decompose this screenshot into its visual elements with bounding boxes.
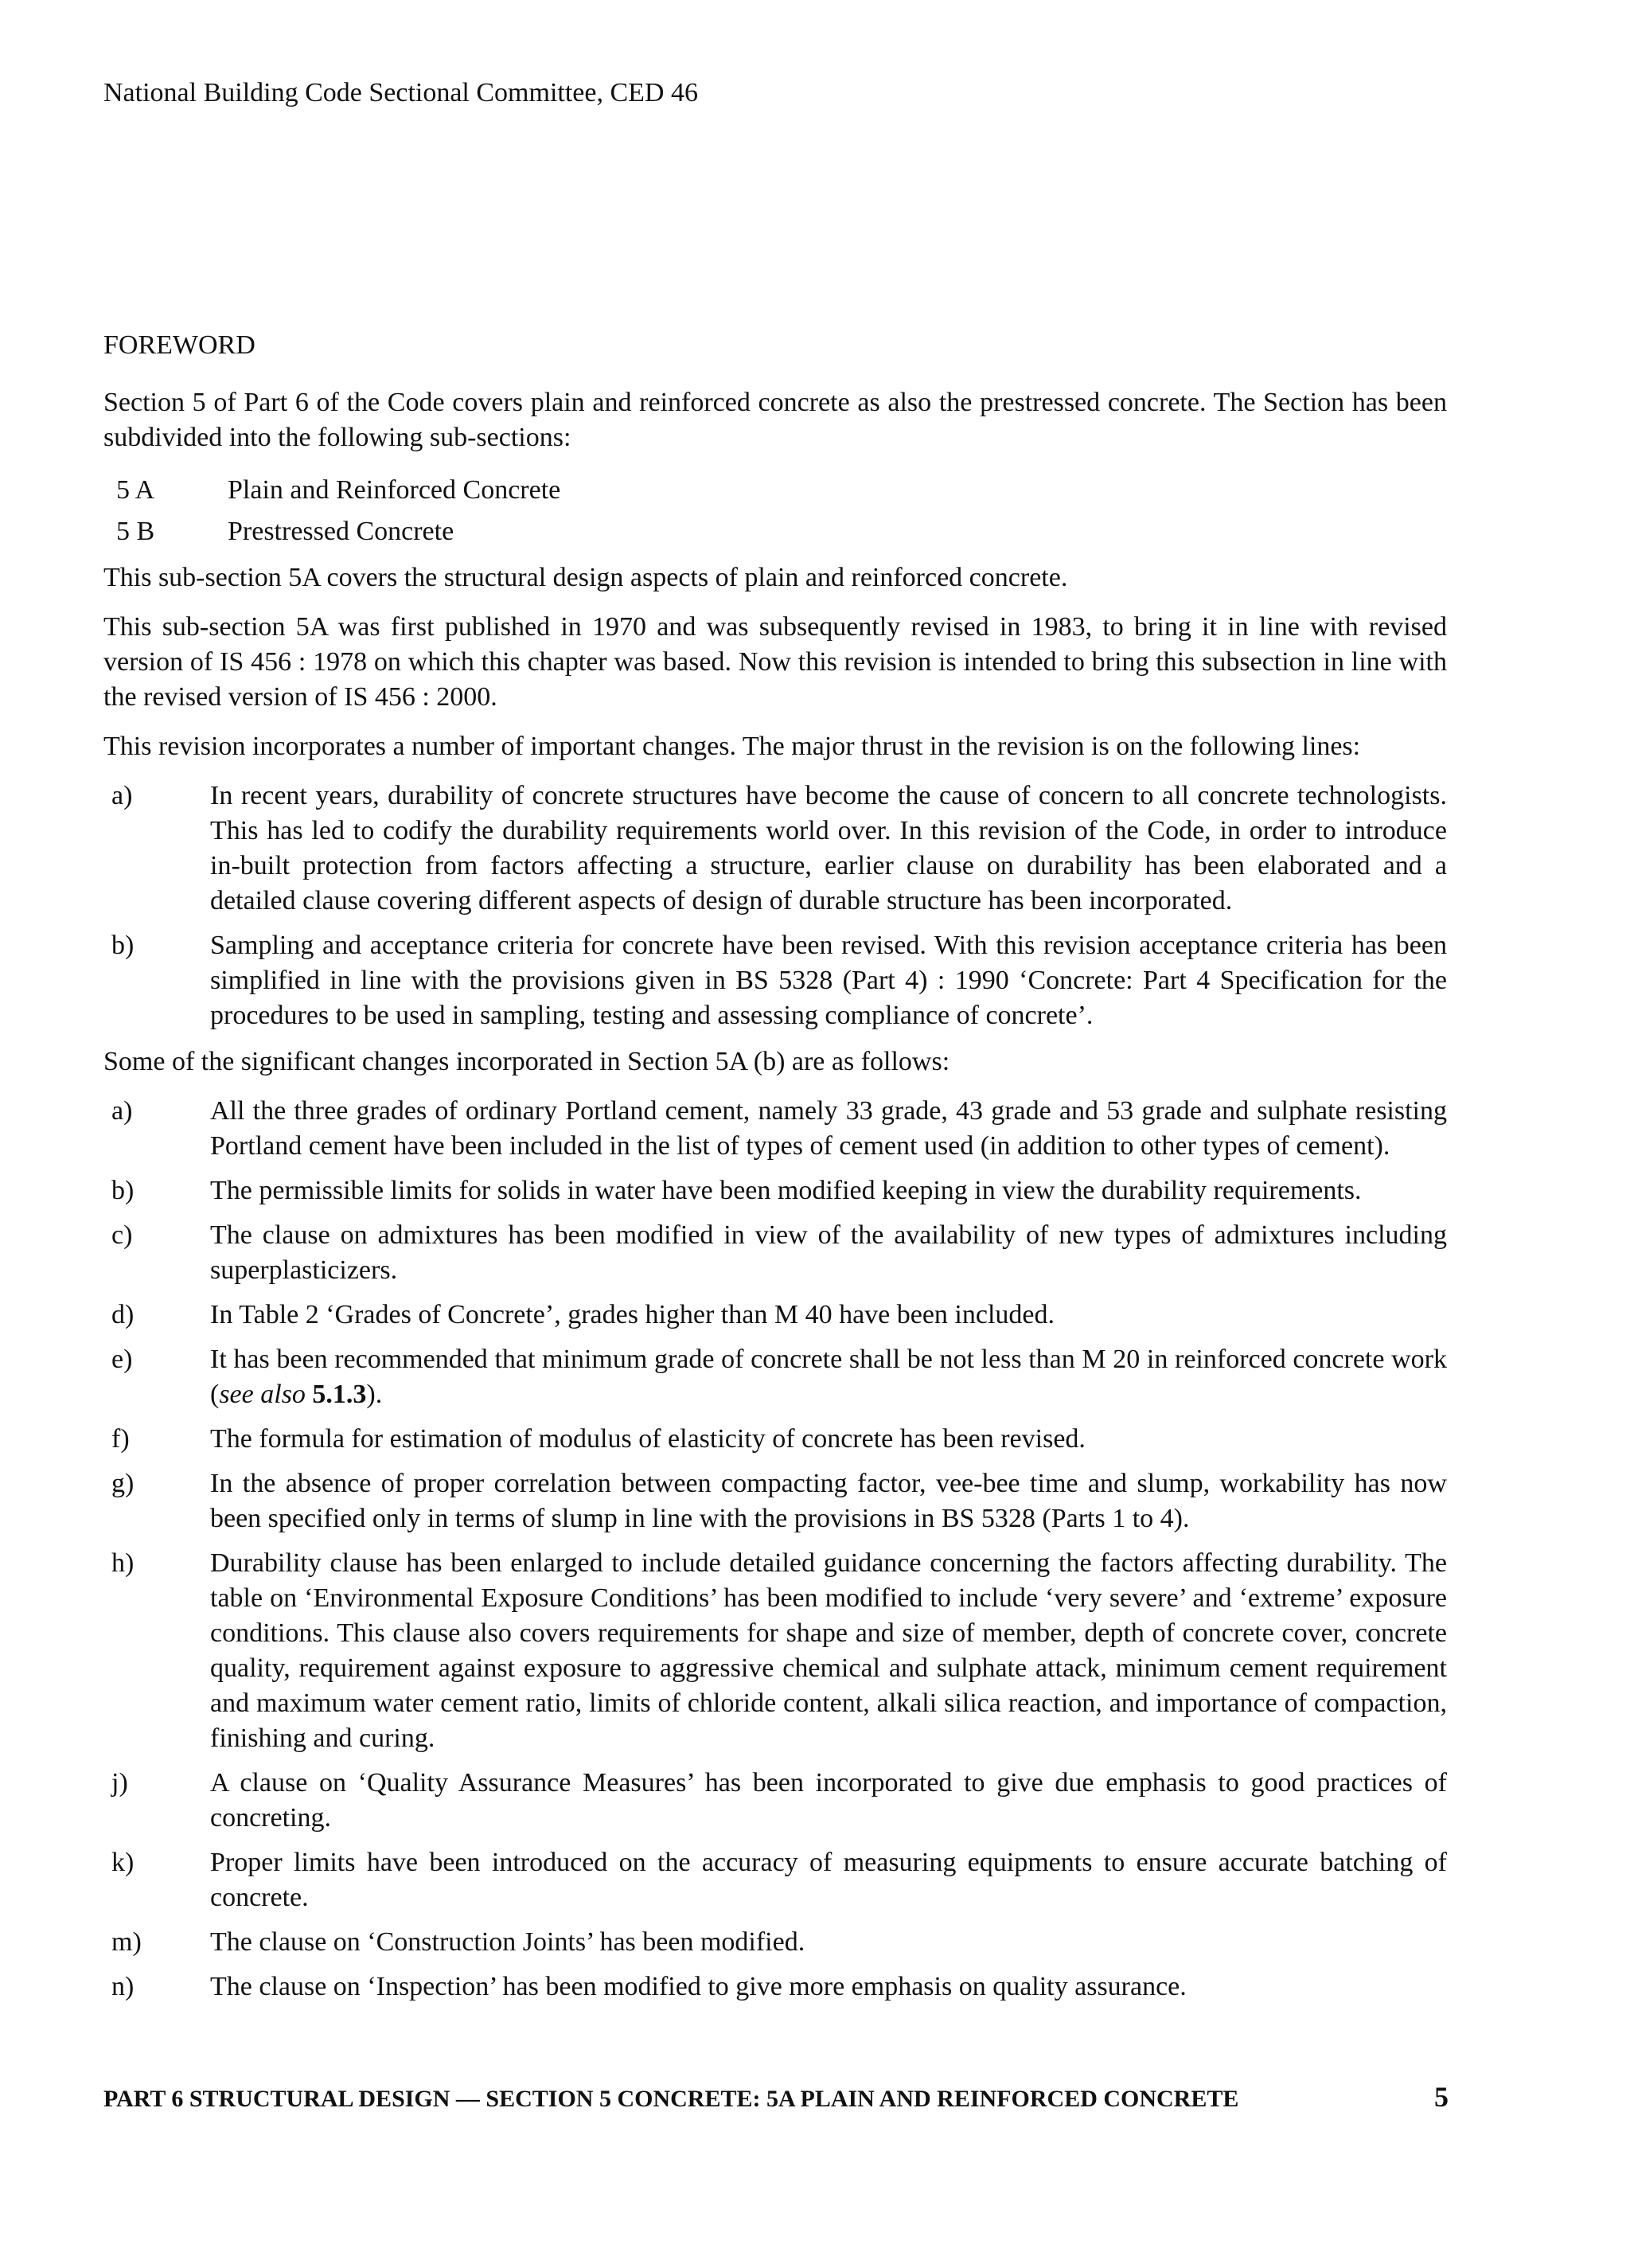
subsection-code: 5 B bbox=[116, 517, 155, 546]
item-e-text-end: ). bbox=[366, 1380, 383, 1409]
list-item-text: The formula for estimation of modulus of elasticity of concrete has been revised. bbox=[210, 1424, 1086, 1454]
list-item bbox=[103, 1094, 1447, 1164]
list-item-text: In Table 2 ‘Grades of Concrete’, grades higher than M 40 have been included. bbox=[210, 1300, 1055, 1329]
scope-paragraph: This sub-section 5A covers the structural design aspects of plain and reinforced concrete. bbox=[103, 563, 1068, 592]
subsection-title: Plain and Reinforced Concrete bbox=[228, 475, 561, 505]
list-item-label: b) bbox=[111, 1176, 135, 1205]
subsection-list bbox=[103, 470, 1447, 552]
list-item-label: a) bbox=[111, 1096, 133, 1126]
list-item-text: Durability clause has been enlarged to include detailed guidance concerning the factors affecting durability. The table on ‘Environmental Exposure Conditions’ has been modified to include ‘very severe’ and ‘extreme’ exposure conditions. This clause also covers requirements for shape and size of member, depth of concrete cover, concrete quality, requirement against exposure to aggressive chemical and sulphate attack, minimum cement requirement and maximum water cement ratio, limits of chloride content, alkali silica reaction, and importance of compaction, finishing and curing. bbox=[210, 1548, 1447, 1753]
foreword-heading: FOREWORD bbox=[103, 330, 255, 360]
committee-header: National Building Code Sectional Committee, CED 46 bbox=[103, 78, 698, 107]
list-item-label: k) bbox=[111, 1848, 135, 1877]
list-item-text: The clause on admixtures has been modified in view of the availability of new types of admixtures including superplasticizers. bbox=[210, 1220, 1447, 1285]
list-item bbox=[103, 1298, 1447, 1333]
list-item-label: n) bbox=[111, 1972, 135, 2001]
significant-changes-intro: Some of the significant changes incorporated in Section 5A (b) are as follows: bbox=[103, 1047, 950, 1076]
list-item-label: g) bbox=[111, 1469, 135, 1498]
list-item-label: b) bbox=[111, 931, 135, 960]
list-item bbox=[103, 1766, 1447, 1836]
significant-changes-list bbox=[103, 1094, 1447, 2005]
list-item-label: h) bbox=[111, 1548, 135, 1578]
list-item-label: a) bbox=[111, 781, 133, 810]
footer-title: PART 6 STRUCTURAL DESIGN — SECTION 5 CONCRETE: 5A PLAIN AND REINFORCED CONCRETE bbox=[103, 2086, 1239, 2112]
foreword-body bbox=[103, 328, 1447, 2016]
subsection-row bbox=[116, 470, 1447, 511]
list-item bbox=[103, 1218, 1447, 1288]
list-item-text: All the three grades of ordinary Portland cement, namely 33 grade, 43 grade and 53 grade and sulphate resisting Portland cement have been included in the list of types of cement used (in addition to other types of cement). bbox=[210, 1096, 1447, 1161]
list-item-text: The clause on ‘Inspection’ has been modified to give more emphasis on quality assurance. bbox=[210, 1972, 1187, 2001]
list-item-label: j) bbox=[111, 1768, 128, 1798]
list-item-text: In recent years, durability of concrete structures have become the cause of concern to all concrete technologists. This has led to codify the durability requirements world over. In this revision of the Code, in order to introduce in-built protection from factors affecting a structure, earlier clause on durability has been elaborated and a detailed clause covering different aspects of design of durable structure has been incorporated. bbox=[210, 781, 1447, 915]
list-item-text: In the absence of proper correlation between compacting factor, vee-bee time and slump, workability has now been specified only in terms of slump in line with the provisions in BS 5328 (Parts 1 to 4). bbox=[210, 1469, 1447, 1533]
subsection-code: 5 A bbox=[116, 475, 155, 505]
see-also-text: see also bbox=[219, 1380, 306, 1409]
history-paragraph: This sub-section 5A was first published in 1970 and was subsequently revised in 1983, to bring it in line with revised version of IS 456 : 1978 on which this chapter was based. Now this revision is intended to bring this subsection in line with the revised version of IS 456 : 2000. bbox=[103, 612, 1447, 712]
list-item bbox=[103, 928, 1447, 1033]
list-item-text: Proper limits have been introduced on the accuracy of measuring equipments to ensure accurate batching of concrete. bbox=[210, 1848, 1447, 1912]
list-item bbox=[103, 1342, 1447, 1412]
foreword-intro: Section 5 of Part 6 of the Code covers plain and reinforced concrete as also the prestressed concrete. The Section has been subdivided into the following sub-sections: bbox=[103, 388, 1447, 452]
list-item-label: m) bbox=[111, 1927, 142, 1957]
list-item bbox=[103, 1546, 1447, 1756]
list-item bbox=[103, 779, 1447, 919]
clause-reference: 5.1.3 bbox=[312, 1380, 367, 1409]
list-item bbox=[103, 1845, 1447, 1915]
subsection-row bbox=[116, 511, 1447, 552]
major-changes-list bbox=[103, 779, 1447, 1033]
page-number: 5 bbox=[1434, 2081, 1449, 2113]
subsection-title: Prestressed Concrete bbox=[228, 517, 454, 546]
list-item bbox=[103, 1925, 1447, 1960]
list-item-text: A clause on ‘Quality Assurance Measures’ has been incorporated to give due emphasis to good practices of concreting. bbox=[210, 1768, 1447, 1833]
item-e-text-start: It has been recommended that minimum grade of concrete shall be not less than M 20 in reinforced concrete work ( bbox=[210, 1345, 1447, 1409]
list-item-text bbox=[210, 1342, 1447, 1412]
list-item-text: The permissible limits for solids in water have been modified keeping in view the durability requirements. bbox=[210, 1176, 1362, 1205]
list-item bbox=[103, 1969, 1447, 2005]
list-item-label: c) bbox=[111, 1220, 133, 1250]
page-footer bbox=[103, 2081, 1449, 2115]
list-item bbox=[103, 1422, 1447, 1457]
list-item-text: Sampling and acceptance criteria for concrete have been revised. With this revision acceptance criteria has been simplified in line with the provisions given in BS 5328 (Part 4) : 1990 ‘Concrete: Part 4 Specification for the procedures to be used in sampling, testing and assessing compliance of concrete’. bbox=[210, 931, 1447, 1030]
list-item bbox=[103, 1173, 1447, 1208]
list-item-label: e) bbox=[111, 1345, 133, 1374]
list-item-text: The clause on ‘Construction Joints’ has been modified. bbox=[210, 1927, 805, 1957]
list-item-label: d) bbox=[111, 1300, 135, 1329]
list-item bbox=[103, 1466, 1447, 1536]
changes-intro: This revision incorporates a number of important changes. The major thrust in the revision is on the following lines: bbox=[103, 732, 1361, 761]
list-item-label: f) bbox=[111, 1424, 130, 1454]
